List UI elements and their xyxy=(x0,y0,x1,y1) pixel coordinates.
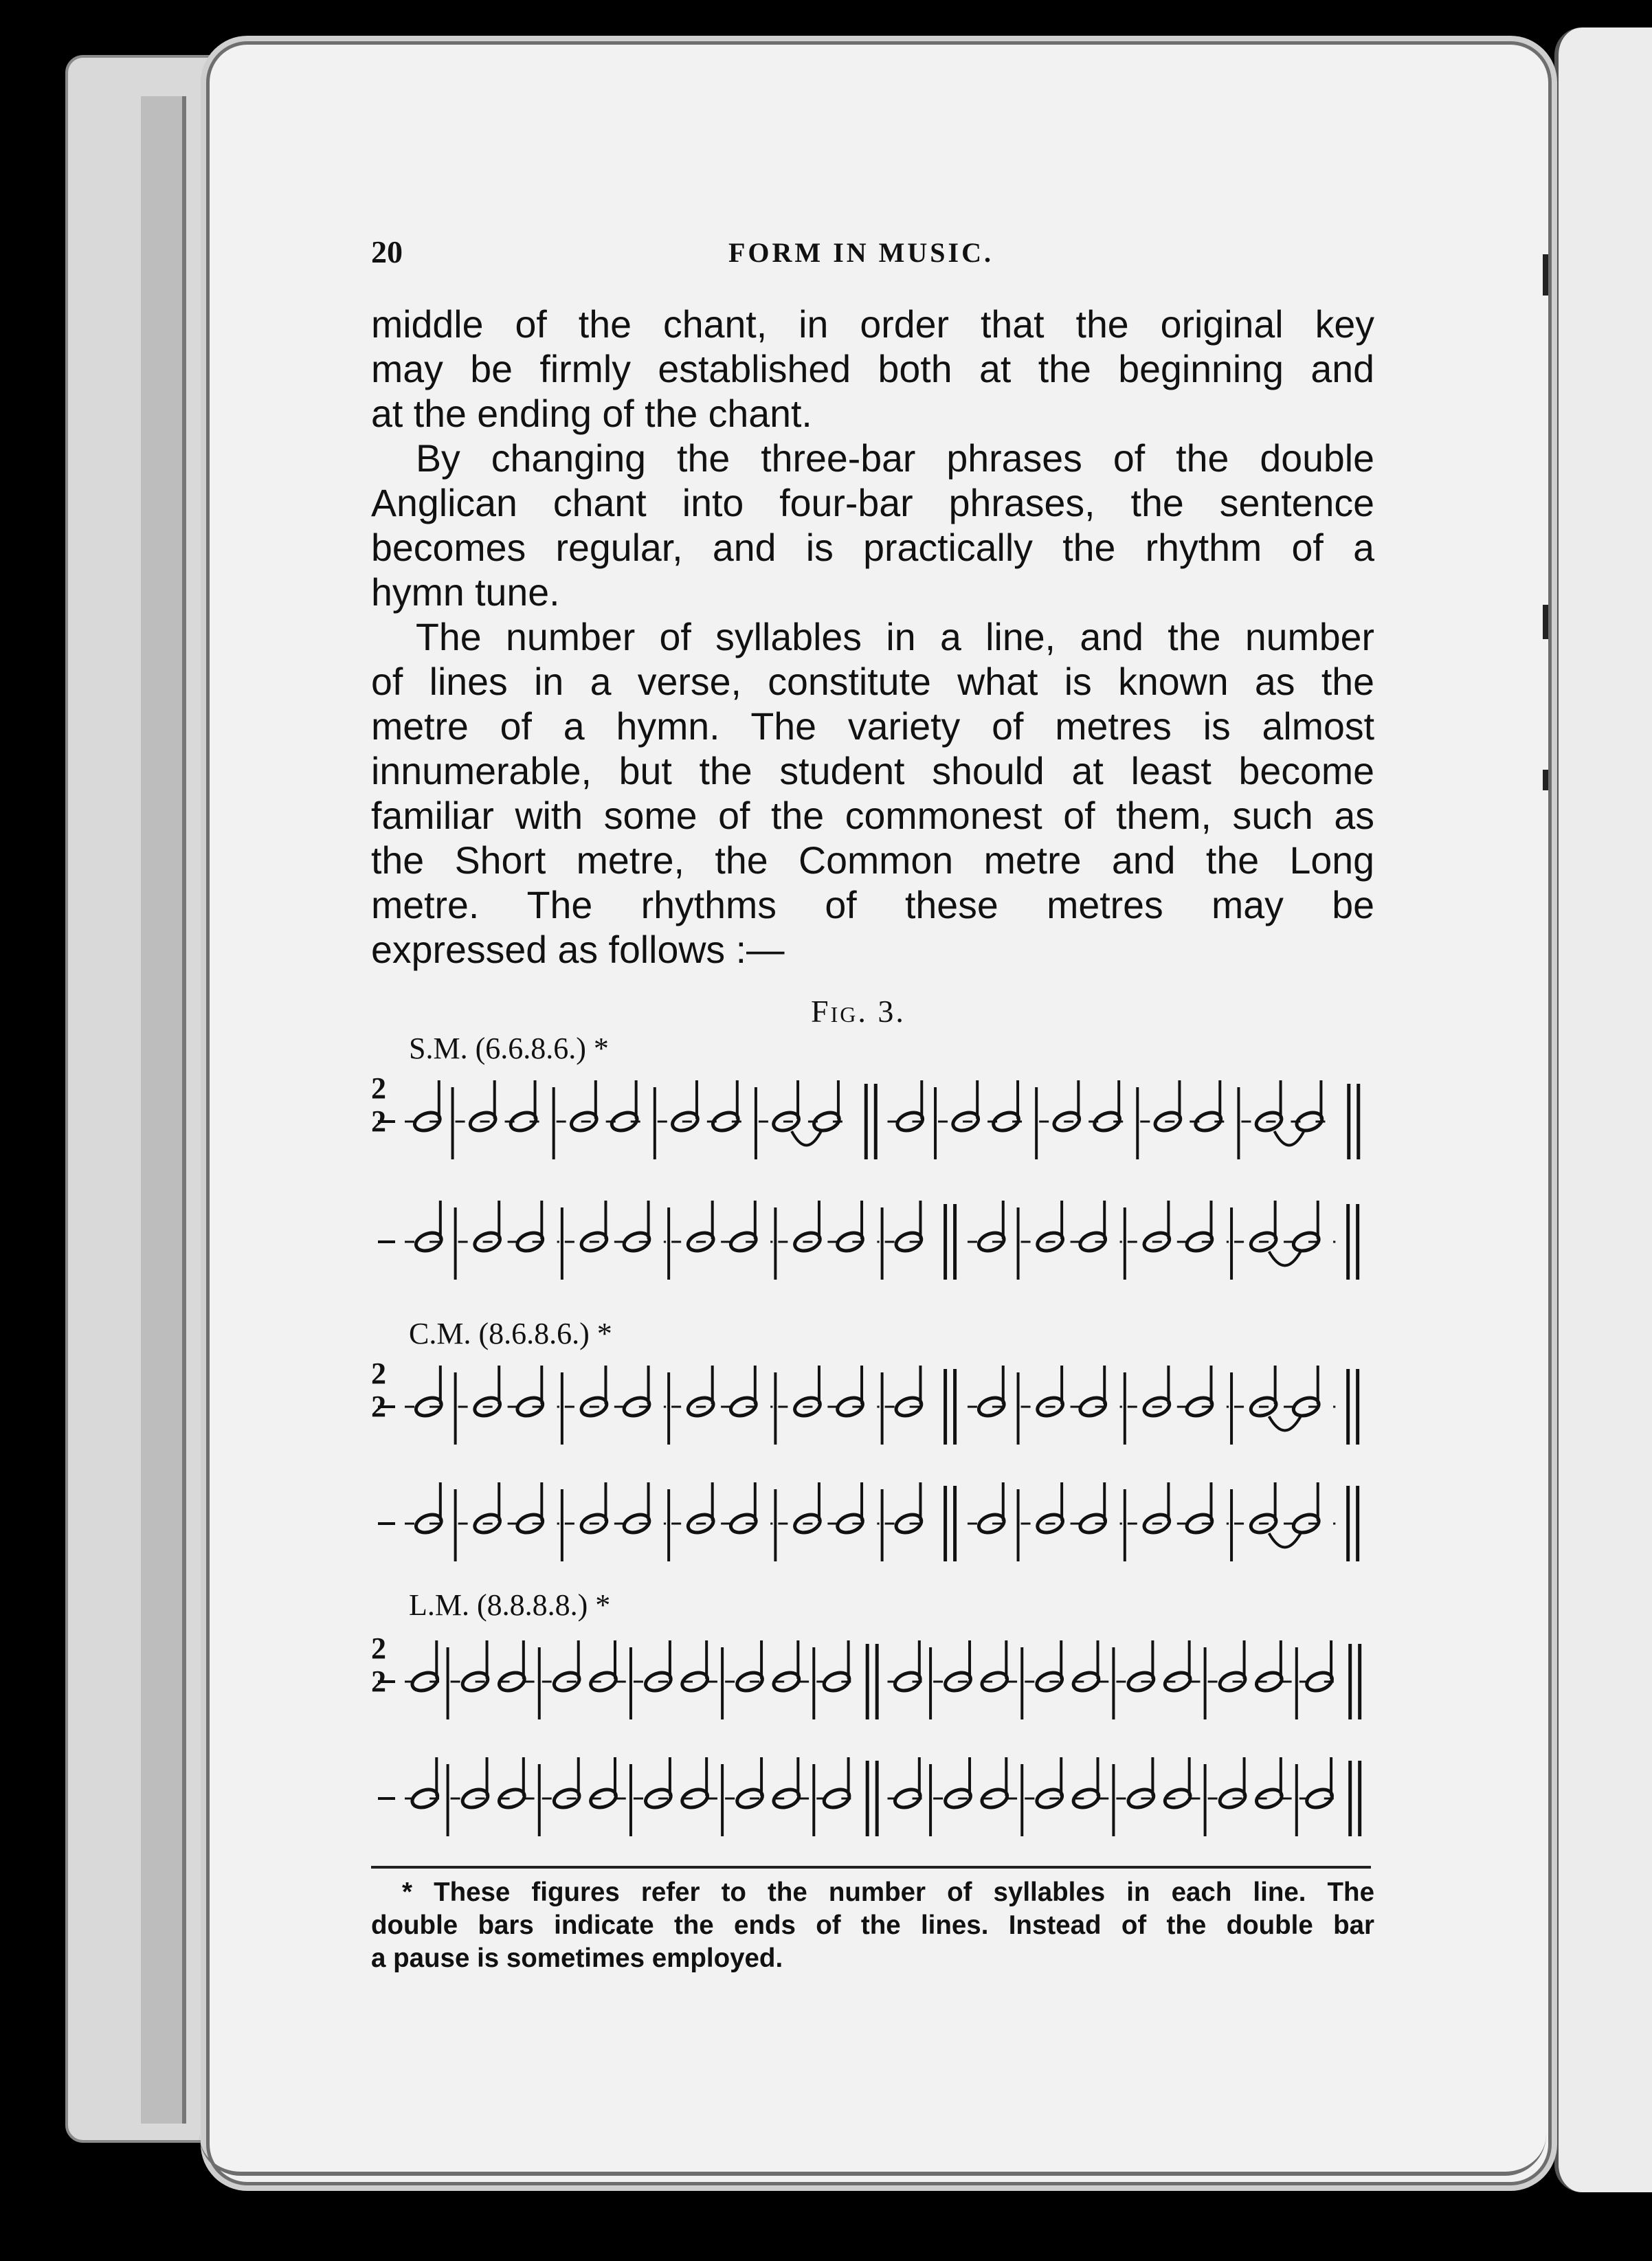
half-note xyxy=(1291,1366,1321,1419)
half-note xyxy=(509,1080,539,1134)
text-line: familiar with some of the commonest of them, such as xyxy=(371,794,1374,837)
half-note xyxy=(468,1080,498,1134)
half-note xyxy=(771,1757,801,1811)
half-note xyxy=(1304,1757,1335,1811)
text-line: becomes regular, and is practically the rhythm of a xyxy=(371,526,1374,569)
half-note xyxy=(1294,1080,1324,1134)
text-line: hymn tune. xyxy=(371,571,560,614)
footnote xyxy=(371,1876,1374,1975)
half-note xyxy=(1078,1366,1108,1419)
half-note xyxy=(1141,1482,1172,1536)
half-note xyxy=(670,1080,700,1134)
footnote-rule xyxy=(371,1866,1371,1869)
time-signature-top: 2 xyxy=(371,1071,386,1105)
half-note xyxy=(976,1201,1007,1254)
half-note xyxy=(1078,1482,1108,1536)
half-note xyxy=(1254,1757,1284,1811)
half-note xyxy=(979,1757,1009,1811)
half-note xyxy=(497,1640,527,1694)
half-note xyxy=(1254,1080,1284,1134)
text-line: metre. The rhythms of these metres may be xyxy=(371,884,1374,926)
half-note xyxy=(552,1757,582,1811)
text-line: innumerable, but the student should at least become xyxy=(371,750,1374,792)
tie xyxy=(1269,1251,1301,1266)
half-note xyxy=(1291,1482,1321,1536)
half-note xyxy=(579,1201,609,1254)
tie xyxy=(1275,1131,1304,1146)
footnote-line: a pause is sometimes employed. xyxy=(371,1943,783,1973)
half-note xyxy=(686,1366,716,1419)
half-note xyxy=(895,1080,925,1134)
half-note xyxy=(893,1757,923,1811)
half-note xyxy=(515,1366,545,1419)
half-note xyxy=(893,1366,924,1419)
half-note xyxy=(728,1366,759,1419)
rhythm-row xyxy=(371,1474,1381,1570)
time-signature xyxy=(371,1632,399,1698)
facing-page-mark xyxy=(1543,605,1548,639)
half-note xyxy=(680,1640,710,1694)
facing-page-mark xyxy=(1543,770,1548,790)
facing-page-mark xyxy=(1543,254,1548,296)
half-note xyxy=(1092,1080,1122,1134)
half-note xyxy=(515,1201,545,1254)
half-note xyxy=(497,1757,527,1811)
time-signature-top: 2 xyxy=(371,1631,386,1665)
half-note xyxy=(1034,1757,1064,1811)
half-note xyxy=(943,1757,973,1811)
text-line: The number of syllables in a line, and the number xyxy=(416,616,1374,658)
half-note xyxy=(472,1201,502,1254)
half-note xyxy=(686,1201,716,1254)
half-note xyxy=(1254,1640,1284,1694)
half-note xyxy=(792,1201,823,1254)
time-signature-bottom: 2 xyxy=(371,1390,386,1423)
rhythm-row xyxy=(371,1749,1381,1845)
half-note xyxy=(410,1640,440,1694)
half-note xyxy=(643,1757,673,1811)
half-note xyxy=(552,1640,582,1694)
half-note xyxy=(622,1201,652,1254)
body-text xyxy=(371,302,1374,972)
time-signature-bottom: 2 xyxy=(371,1104,386,1138)
rhythm-row xyxy=(371,1072,1381,1168)
half-note xyxy=(835,1366,865,1419)
half-note xyxy=(1291,1201,1321,1254)
footnote-line: * These figures refer to the number of syllables in each line. The xyxy=(402,1878,1374,1907)
half-note xyxy=(588,1757,618,1811)
half-note xyxy=(771,1640,801,1694)
half-note xyxy=(728,1201,759,1254)
half-note xyxy=(1249,1201,1279,1254)
rhythm-row xyxy=(371,1192,1381,1289)
half-note xyxy=(835,1201,865,1254)
half-note xyxy=(822,1640,852,1694)
half-note xyxy=(1249,1366,1279,1419)
half-note xyxy=(1141,1366,1172,1419)
figure-caption: Fig. 3. xyxy=(811,994,906,1029)
half-note xyxy=(1249,1482,1279,1536)
half-note xyxy=(1218,1757,1248,1811)
rhythm-notation xyxy=(371,1749,1374,1845)
rhythm-row xyxy=(371,1357,1381,1454)
time-signature-bottom: 2 xyxy=(371,1664,386,1698)
half-note xyxy=(728,1482,759,1536)
half-note xyxy=(569,1080,599,1134)
rhythm-notation xyxy=(371,1072,1374,1168)
half-note xyxy=(1051,1080,1082,1134)
half-note xyxy=(1163,1640,1193,1694)
half-note xyxy=(579,1366,609,1419)
page-bottom-edge xyxy=(199,2089,1546,2176)
rhythm-notation xyxy=(371,1474,1374,1570)
text-line: of lines in a verse, constitute what is known as the xyxy=(371,660,1374,703)
tie xyxy=(1269,1533,1301,1548)
book-spine-shadow xyxy=(141,96,186,2124)
text-line: By changing the three-bar phrases of the double xyxy=(416,437,1374,480)
facing-page-edge xyxy=(1554,27,1652,2192)
half-note xyxy=(1185,1201,1215,1254)
half-note xyxy=(893,1201,924,1254)
half-note xyxy=(1071,1757,1102,1811)
half-note xyxy=(515,1482,545,1536)
half-note xyxy=(1141,1201,1172,1254)
half-note xyxy=(735,1757,765,1811)
half-note xyxy=(893,1482,924,1536)
half-note xyxy=(1034,1640,1064,1694)
half-note xyxy=(979,1640,1009,1694)
half-note xyxy=(1035,1201,1065,1254)
half-note xyxy=(771,1080,801,1134)
time-signature xyxy=(371,1357,399,1423)
half-note xyxy=(588,1640,618,1694)
half-note xyxy=(812,1080,842,1134)
page-header xyxy=(371,234,1374,282)
half-note xyxy=(472,1482,502,1536)
text-line: middle of the chant, in order that the original key xyxy=(371,303,1374,346)
half-note xyxy=(1078,1201,1108,1254)
time-signature xyxy=(371,1072,399,1138)
tie xyxy=(1269,1416,1301,1431)
half-note xyxy=(610,1080,640,1134)
half-note xyxy=(622,1482,652,1536)
page-number: 20 xyxy=(371,234,403,269)
half-note xyxy=(735,1640,765,1694)
metre-label-lm: L.M. (8.8.8.8.) * xyxy=(409,1588,611,1622)
half-note xyxy=(680,1757,710,1811)
half-note xyxy=(1126,1757,1156,1811)
half-note xyxy=(1035,1482,1065,1536)
half-note xyxy=(1152,1080,1183,1134)
half-note xyxy=(835,1482,865,1536)
footnote-line: double bars indicate the ends of the lines. Instead of the double bar xyxy=(371,1911,1374,1940)
rhythm-notation xyxy=(371,1632,1374,1728)
half-note xyxy=(943,1640,973,1694)
text-line: may be firmly established both at the beginning and xyxy=(371,348,1374,390)
half-note xyxy=(410,1757,440,1811)
half-note xyxy=(414,1201,444,1254)
half-note xyxy=(1193,1080,1223,1134)
text-line: metre of a hymn. The variety of metres is almost xyxy=(371,705,1374,748)
half-note xyxy=(893,1640,923,1694)
half-note xyxy=(1071,1640,1102,1694)
half-note xyxy=(822,1757,852,1811)
half-note xyxy=(579,1482,609,1536)
half-note xyxy=(1185,1366,1215,1419)
text-line: Anglican chant into four-bar phrases, the sentence xyxy=(371,482,1374,524)
half-note xyxy=(1126,1640,1156,1694)
half-note xyxy=(622,1366,652,1419)
rhythm-notation xyxy=(371,1192,1374,1289)
metre-label-sm: S.M. (6.6.8.6.) * xyxy=(409,1032,609,1065)
half-note xyxy=(643,1640,673,1694)
half-note xyxy=(686,1482,716,1536)
half-note xyxy=(472,1366,502,1419)
half-note xyxy=(460,1640,491,1694)
tie xyxy=(792,1131,821,1146)
rhythm-row xyxy=(371,1632,1381,1728)
metre-label-cm: C.M. (8.6.8.6.) * xyxy=(409,1317,612,1350)
half-note xyxy=(976,1366,1007,1419)
half-note xyxy=(412,1080,443,1134)
half-note xyxy=(460,1757,491,1811)
text-line: expressed as follows :— xyxy=(371,928,785,971)
rhythm-notation xyxy=(371,1357,1374,1454)
half-note xyxy=(1218,1640,1248,1694)
half-note xyxy=(414,1482,444,1536)
half-note xyxy=(1185,1482,1215,1536)
half-note xyxy=(792,1366,823,1419)
half-note xyxy=(1304,1640,1335,1694)
half-note xyxy=(1163,1757,1193,1811)
half-note xyxy=(414,1366,444,1419)
running-title: FORM IN MUSIC. xyxy=(728,237,994,268)
text-line: at the ending of the chant. xyxy=(371,392,812,435)
half-note xyxy=(976,1482,1007,1536)
half-note xyxy=(991,1080,1021,1134)
half-note xyxy=(950,1080,981,1134)
half-note xyxy=(711,1080,741,1134)
text-line: the Short metre, the Common metre and the Long xyxy=(371,839,1374,882)
time-signature-top: 2 xyxy=(371,1357,386,1390)
half-note xyxy=(792,1482,823,1536)
half-note xyxy=(1035,1366,1065,1419)
